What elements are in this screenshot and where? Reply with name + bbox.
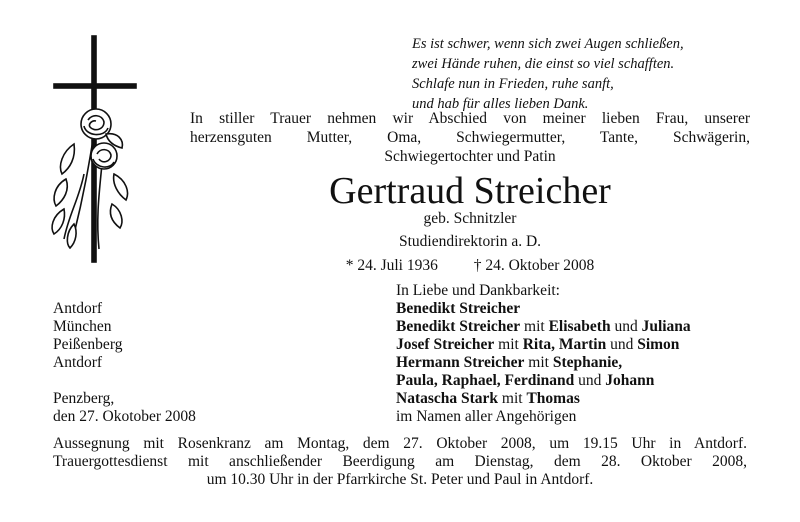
mourner-name: Simon [637,336,680,353]
place-label: München [53,318,112,335]
mourner-name: Rita, Martin [522,336,607,353]
birth-date: * 24. Juli 1936 [345,257,438,274]
mourner-connector: mit [494,336,523,353]
intro-text [190,109,750,166]
place-label: Antdorf [53,354,103,371]
intro-line: In stiller Trauer nehmen wir Abschied von meiner lieben Frau, unserer [190,110,750,127]
funeral-info [53,435,747,489]
place-label: den 27. Okotober 2008 [53,408,196,425]
mourner-row [396,390,691,408]
mourner-name: Hermann Streicher [396,354,525,371]
place-label: Penzberg, [53,390,115,407]
poem-line: Schlafe nun in Frieden, ruhe sanft, [412,76,614,92]
mourner-name: Thomas [526,390,580,407]
mourner-name: Juliana [641,318,691,335]
mourner-row [396,300,691,318]
mourner-connector: mit [498,390,527,407]
intro-line: herzensguten Mutter, Oma, Schwiegermutter, Tante, Schwägerin, [190,129,750,146]
mourner-name: Benedikt Streicher [396,300,521,317]
mourner-connector: mit [520,318,549,335]
mourner-name: Josef Streicher [396,336,495,353]
birth-name: geb. Schnitzler [423,210,517,227]
mourner-connector: und [610,318,642,335]
mourner-name: Johann [605,372,655,389]
mourner-name: Stephanie, [552,354,623,371]
funeral-info-line: um 10.30 Uhr in der Pfarrkirche St. Peter und Paul in Antdorf. [206,471,594,488]
mourner-row [396,372,691,390]
poem-line: zwei Hände ruhen, die einst so viel schafften. [412,56,675,72]
death-date: † 24. Oktober 2008 [473,257,595,274]
poem-line: und hab für alles lieben Dank. [412,96,589,112]
mourner-name: Paula, Raphael, Ferdinand [396,372,575,389]
mourner-row [396,318,691,336]
mourner-name: Benedikt Streicher [396,318,521,335]
place-label [53,372,196,390]
place-label: Antdorf [53,300,103,317]
mourner-name: Elisabeth [548,318,611,335]
mourner-connector: und [574,372,606,389]
life-dates [190,256,750,275]
mourner-row [396,354,691,372]
cross-with-roses-icon [44,34,144,268]
mourners-list [396,282,691,426]
place-label: Peißenberg [53,336,123,353]
mourner-connector: und [606,336,638,353]
funeral-info-line: Trauergottesdienst mit anschließender Beerdigung am Dienstag, dem 28. Oktober 2008, [53,453,747,470]
poem [412,34,684,114]
intro-line: Schwiegertochter und Patin [384,148,556,165]
mourner-name: Natascha Stark [396,390,499,407]
mourner-connector: mit [524,354,553,371]
mourner-connector: im Namen aller Angehörigen [396,408,577,425]
places-list [53,300,196,426]
professional-title: Studiendirektorin a. D. [398,233,542,250]
mourners-heading: In Liebe und Dankbarkeit: [396,282,560,299]
mourner-row [396,408,691,426]
deceased-name: Gertraud Streicher [329,170,611,212]
funeral-info-line: Aussegnung mit Rosenkranz am Montag, dem 27. Oktober 2008, um 19.15 Uhr in Antdorf. [53,435,747,452]
mourner-row [396,336,691,354]
poem-line: Es ist schwer, wenn sich zwei Augen schließen, [412,36,684,52]
